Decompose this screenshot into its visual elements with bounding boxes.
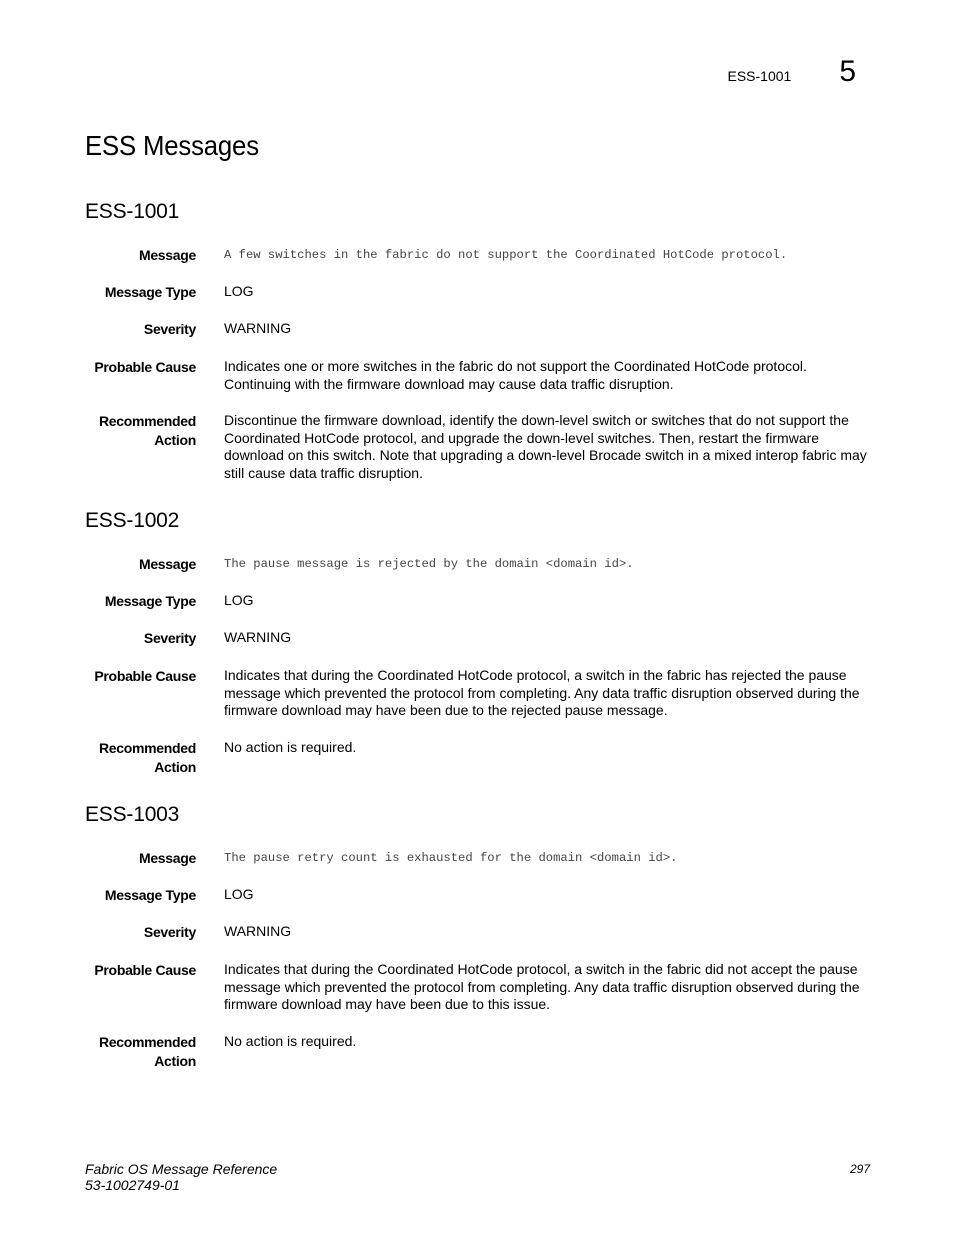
severity-value: WARNING: [224, 320, 292, 336]
probable-cause-text: Indicates one or more switches in the fabric do not support the Coordinated HotCode protocol. Continuing with the firmware download may cause data traffic disruption.: [224, 358, 807, 392]
message-type-value: LOG: [224, 283, 254, 299]
page-footer: [85, 1161, 870, 1193]
severity-label: Severity: [143, 630, 196, 646]
section-title: ESS-1001: [85, 200, 180, 223]
page-title: ESS Messages: [85, 130, 259, 161]
message-label: Message: [138, 556, 196, 572]
probable-cause-label: Probable Cause: [94, 668, 196, 684]
recommended-action-text: No action is required.: [224, 739, 357, 755]
recommended-action-text: Discontinue the firmware download, identify the down-level switch or switches that do not support the Coordinated HotCode protocol, and upgrade the down-level switches. Then, restart the firmware download on this switch. Note that upgrading a down-level Brocade switch in a mixed interop fabric may still cause data traffic disruption.: [224, 412, 867, 481]
recommended-action-text: No action is required.: [224, 1033, 357, 1049]
probable-cause-label: Probable Cause: [94, 962, 196, 978]
footer-title: Fabric OS Message Reference: [85, 1161, 278, 1177]
section-title: ESS-1003: [85, 803, 180, 826]
section-title: ESS-1002: [85, 509, 180, 532]
recommended-action-label-line1: Recommended: [98, 1034, 196, 1050]
running-header-label: ESS-1001: [727, 68, 792, 84]
probable-cause-label: Probable Cause: [94, 359, 196, 375]
message-type-value: LOG: [224, 592, 254, 608]
probable-cause-text: Indicates that during the Coordinated HotCode protocol, a switch in the fabric did not accept the pause message which prevented the protocol from completing. Any data traffic disruption observed during the firmware download may have been due to this issue.: [224, 961, 860, 1012]
message-text: The pause message is rejected by the domain <domain id>.: [224, 557, 634, 571]
recommended-action-label-line1: Recommended: [98, 413, 196, 429]
recommended-action-label-line1: Recommended: [98, 740, 196, 756]
running-header: [727, 55, 856, 88]
recommended-action-label-line2: Action: [154, 1053, 196, 1069]
message-type-value: LOG: [224, 886, 254, 902]
message-type-label: Message Type: [104, 284, 196, 300]
recommended-action-label: [46, 1033, 196, 1071]
message-label: Message: [138, 850, 196, 866]
severity-label: Severity: [143, 924, 196, 940]
message-type-label: Message Type: [104, 887, 196, 903]
chapter-number: 5: [839, 55, 856, 88]
message-type-label: Message Type: [104, 593, 196, 609]
severity-label: Severity: [143, 321, 196, 337]
footer-doc-number: 53-1002749-01: [85, 1177, 180, 1193]
recommended-action-label: [46, 739, 196, 777]
severity-value: WARNING: [224, 629, 292, 645]
message-text: A few switches in the fabric do not support the Coordinated HotCode protocol.: [224, 248, 788, 262]
page-number: 297: [849, 1162, 870, 1176]
probable-cause-text: Indicates that during the Coordinated HotCode protocol, a switch in the fabric has rejected the pause message which prevented the protocol from completing. Any data traffic disruption observed during the firmware download may have been due to the rejected pause message.: [224, 667, 860, 718]
recommended-action-label: [46, 412, 196, 450]
severity-value: WARNING: [224, 923, 292, 939]
recommended-action-label-line2: Action: [154, 432, 196, 448]
message-label: Message: [138, 247, 196, 263]
message-text: The pause retry count is exhausted for the domain <domain id>.: [224, 851, 678, 865]
recommended-action-label-line2: Action: [154, 759, 196, 775]
